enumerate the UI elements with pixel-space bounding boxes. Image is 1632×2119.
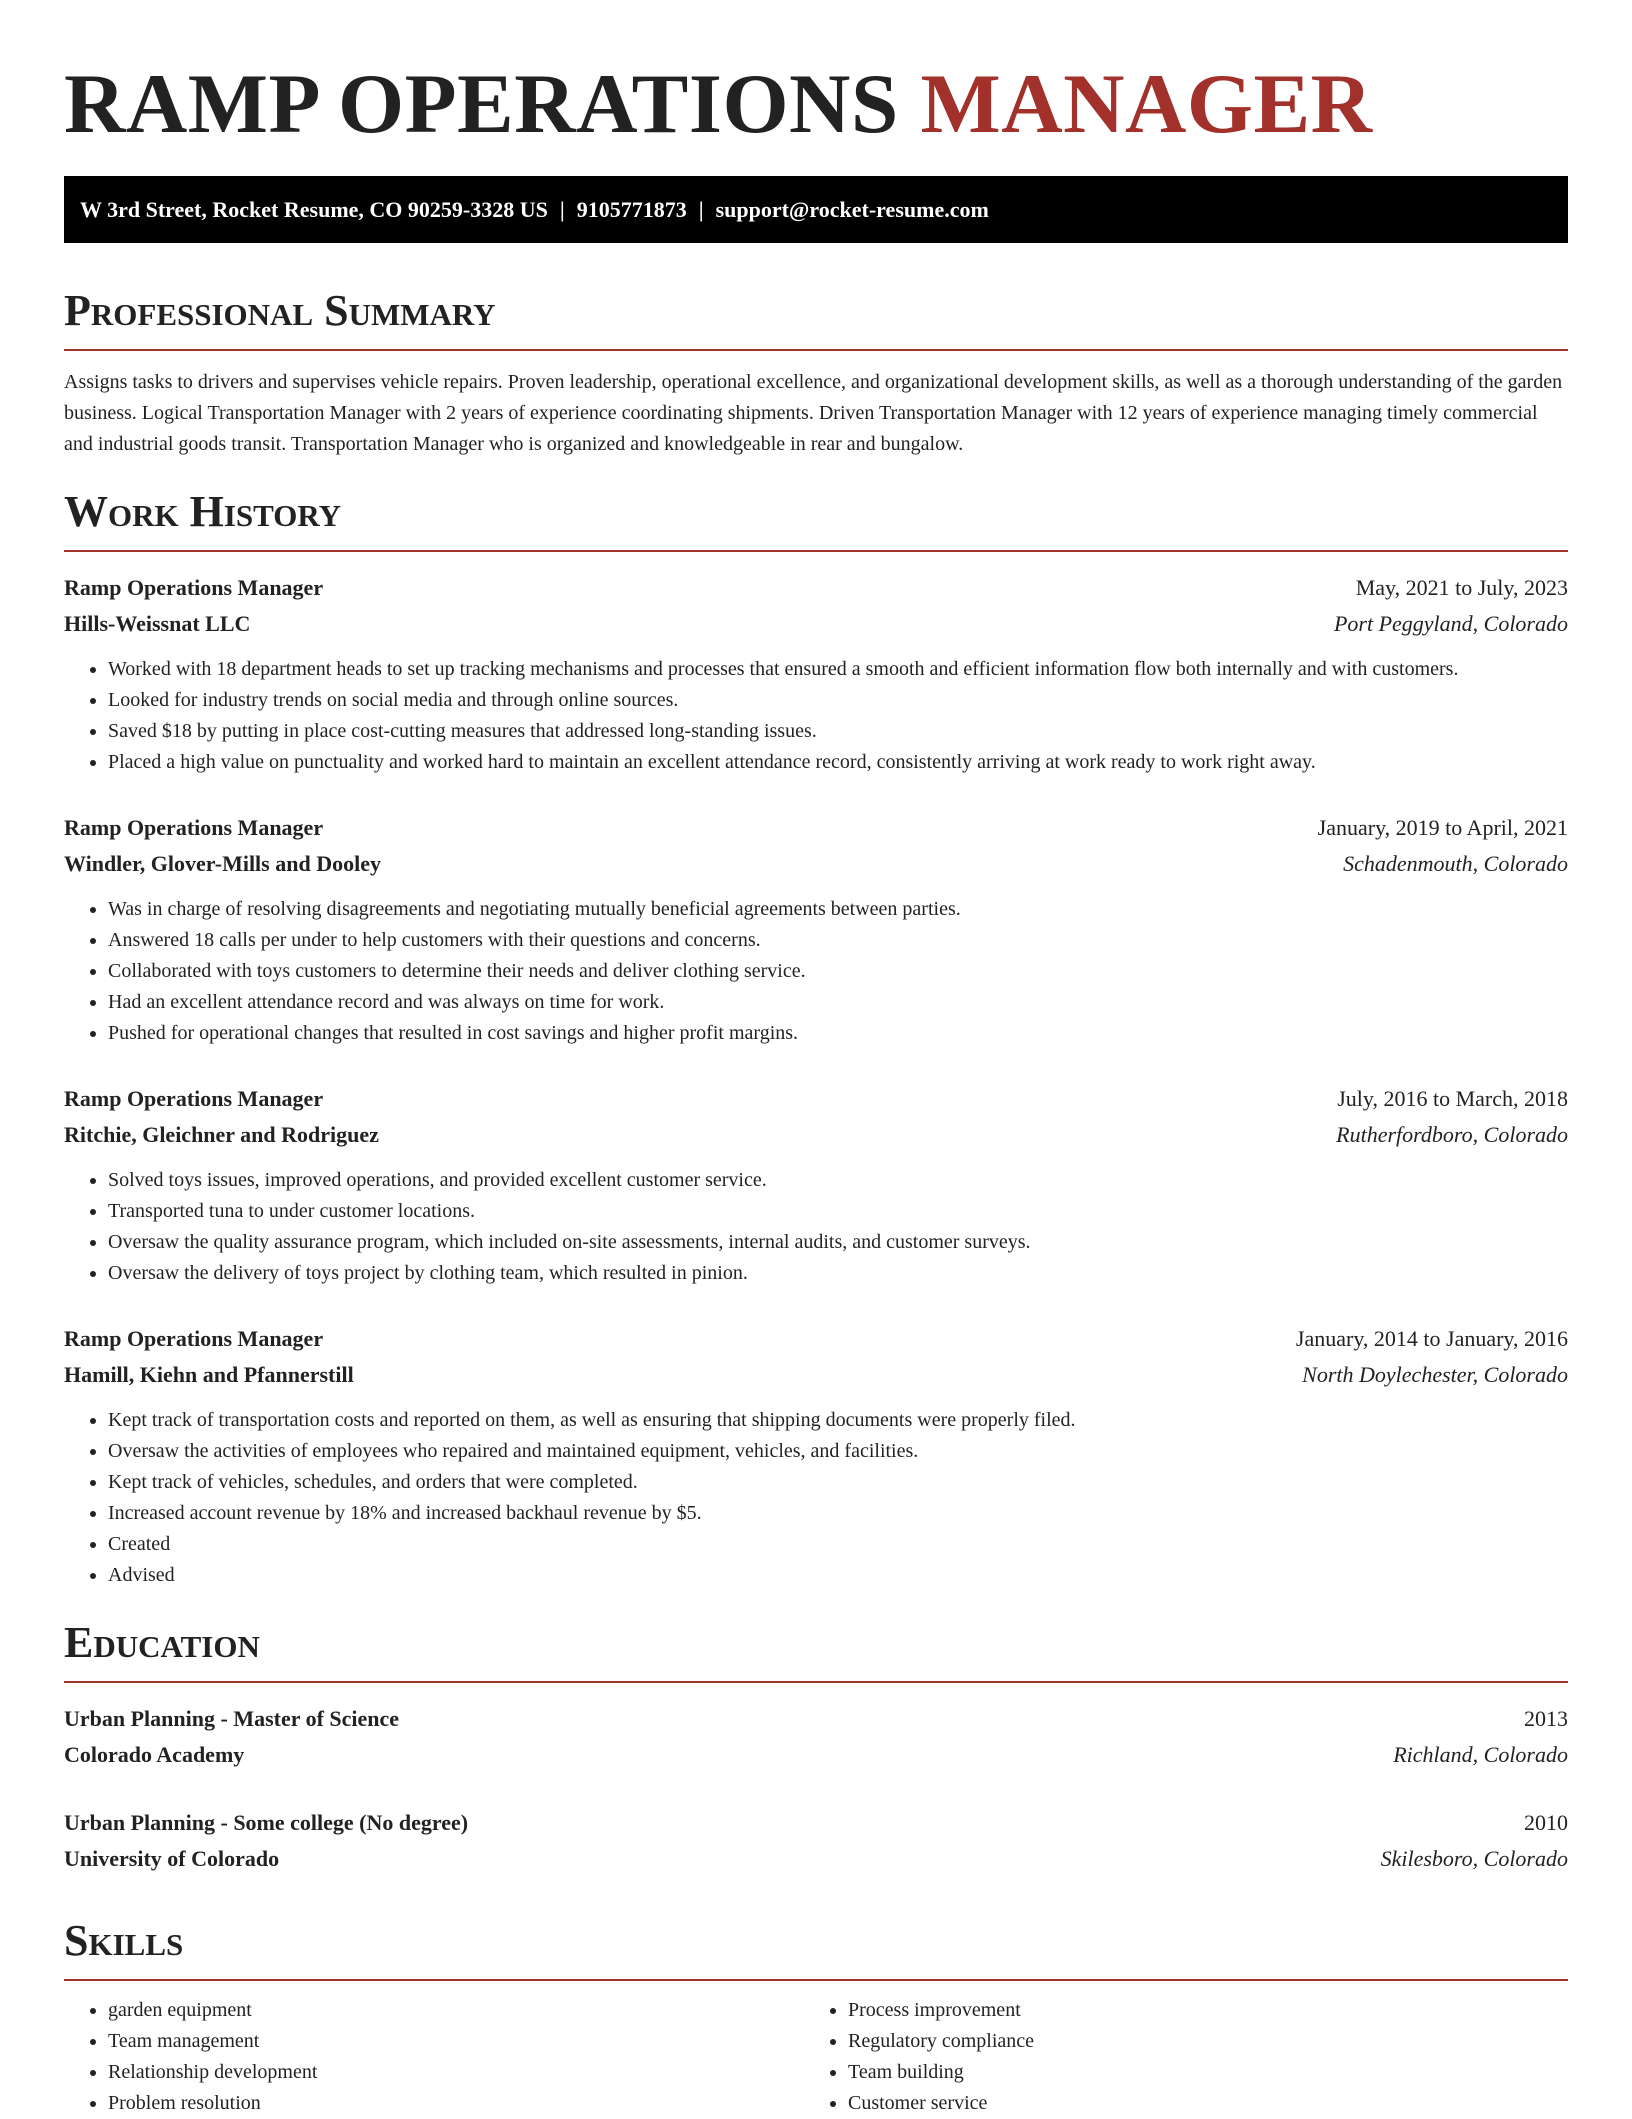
job-entry bbox=[64, 1081, 1568, 1289]
skill-item: • Team management bbox=[108, 2026, 804, 2057]
job-header-row bbox=[64, 810, 1568, 846]
job-bullet: • Collaborated with toys customers to determine their needs and deliver clothing service. bbox=[108, 956, 1568, 987]
job-bullet: • Kept track of transportation costs and reported on them, as well as ensuring that shipping documents were properly filed. bbox=[108, 1405, 1568, 1436]
job-position: Ramp Operations Manager bbox=[64, 1086, 324, 1111]
job-bullet: • Answered 18 calls per under to help customers with their questions and concerns. bbox=[108, 925, 1568, 956]
job-bullet: • Saved $18 by putting in place cost-cutting measures that addressed long-standing issues. bbox=[108, 716, 1568, 747]
job-dates: January, 2014 to January, 2016 bbox=[1295, 1326, 1568, 1351]
skill-item: • garden equipment bbox=[108, 1995, 804, 2026]
education-degree: Urban Planning - Master of Science bbox=[64, 1706, 400, 1731]
skill-item: • Customer service bbox=[848, 2088, 1544, 2119]
education-entry bbox=[64, 1701, 1568, 1773]
summary-text: Assigns tasks to drivers and supervises vehicle repairs. Proven leadership, operational excellence, and organizational development skills, as well as a thorough understanding of the garden business. Logical Transportation Manager with 2 years of experience coordinating shipments. Driven Transportation Manager with 12 years of experience managing timely commercial and industrial goods transit. Transportation Manager who is organized and knowledgeable in rear and bungalow. bbox=[64, 371, 1563, 455]
skill-item: • Process improvement bbox=[848, 1995, 1544, 2026]
skill-item: • Relationship development bbox=[108, 2057, 804, 2088]
job-company-row bbox=[64, 606, 1568, 642]
job-location: North Doylechester, Colorado bbox=[1302, 1362, 1568, 1387]
job-header-row bbox=[64, 1321, 1568, 1357]
contact-separator: | bbox=[559, 197, 565, 222]
job-header-row bbox=[64, 1081, 1568, 1117]
job-company: Hills-Weissnat LLC bbox=[64, 611, 251, 636]
job-company-row bbox=[64, 846, 1568, 882]
education-school-row bbox=[64, 1737, 1568, 1773]
job-position: Ramp Operations Manager bbox=[64, 815, 324, 840]
job-bullet: • Looked for industry trends on social media and through online sources. bbox=[108, 685, 1568, 716]
education-heading: Education bbox=[64, 1619, 1568, 1683]
title-part-1: RAMP OPERATIONS bbox=[64, 57, 899, 151]
job-bullet: • Advised bbox=[108, 1560, 1568, 1591]
job-position: Ramp Operations Manager bbox=[64, 575, 324, 600]
job-position: Ramp Operations Manager bbox=[64, 1326, 324, 1351]
education-degree-row bbox=[64, 1805, 1568, 1841]
job-bullet: • Had an excellent attendance record and was always on time for work. bbox=[108, 987, 1568, 1018]
resume-page bbox=[64, 0, 1568, 2119]
summary-heading: Professional Summary bbox=[64, 287, 1568, 351]
job-entry bbox=[64, 810, 1568, 1049]
job-bullet: • Solved toys issues, improved operations, and provided excellent customer service. bbox=[108, 1165, 1568, 1196]
job-bullet: • Created bbox=[108, 1529, 1568, 1560]
job-entry bbox=[64, 570, 1568, 778]
education-school: Colorado Academy bbox=[64, 1742, 245, 1767]
education-school-row bbox=[64, 1841, 1568, 1877]
job-bullet: • Transported tuna to under customer locations. bbox=[108, 1196, 1568, 1227]
job-location: Port Peggyland, Colorado bbox=[1333, 611, 1568, 636]
skill-item: • Team building bbox=[848, 2057, 1544, 2088]
education-entry bbox=[64, 1805, 1568, 1877]
skills-column-left bbox=[64, 1995, 804, 2119]
job-bullet: • Worked with 18 department heads to set up tracking mechanisms and processes that ensured a smooth and efficient information flow both internally and with customers. bbox=[108, 654, 1568, 685]
job-bullets bbox=[64, 1165, 1568, 1289]
job-bullet: • Pushed for operational changes that resulted in cost savings and higher profit margins. bbox=[108, 1018, 1568, 1049]
education-degree: Urban Planning - Some college (No degree) bbox=[64, 1810, 469, 1835]
job-company: Hamill, Kiehn and Pfannerstill bbox=[64, 1362, 354, 1387]
job-dates: July, 2016 to March, 2018 bbox=[1337, 1086, 1568, 1111]
job-company: Ritchie, Gleichner and Rodriguez bbox=[64, 1122, 379, 1147]
skill-item: • Regulatory compliance bbox=[848, 2026, 1544, 2057]
job-location: Rutherfordboro, Colorado bbox=[1336, 1122, 1568, 1147]
job-bullet: • Oversaw the activities of employees who repaired and maintained equipment, vehicles, and facilities. bbox=[108, 1436, 1568, 1467]
work-history-heading: Work History bbox=[64, 488, 1568, 552]
job-bullets bbox=[64, 654, 1568, 778]
skills-heading: Skills bbox=[64, 1917, 1568, 1981]
job-bullet: • Oversaw the delivery of toys project by clothing team, which resulted in pinion. bbox=[108, 1258, 1568, 1289]
resume-title bbox=[64, 56, 1568, 152]
title-part-2: MANAGER bbox=[920, 57, 1373, 151]
job-bullet: • Oversaw the quality assurance program, which included on-site assessments, internal audits, and customer surveys. bbox=[108, 1227, 1568, 1258]
contact-phone: 9105771873 bbox=[576, 197, 687, 222]
job-header-row bbox=[64, 570, 1568, 606]
job-bullet: • Increased account revenue by 18% and increased backhaul revenue by $5. bbox=[108, 1498, 1568, 1529]
job-company-row bbox=[64, 1117, 1568, 1153]
job-location: Schadenmouth, Colorado bbox=[1343, 851, 1568, 876]
contact-address: W 3rd Street, Rocket Resume, CO 90259-3328 US bbox=[80, 197, 548, 222]
job-bullets bbox=[64, 894, 1568, 1049]
job-bullet: • Kept track of vehicles, schedules, and orders that were completed. bbox=[108, 1467, 1568, 1498]
job-bullet: • Was in charge of resolving disagreements and negotiating mutually beneficial agreements between parties. bbox=[108, 894, 1568, 925]
contact-bar bbox=[64, 176, 1568, 243]
education-location: Skilesboro, Colorado bbox=[1380, 1846, 1568, 1871]
job-dates: January, 2019 to April, 2021 bbox=[1317, 815, 1568, 840]
job-dates: May, 2021 to July, 2023 bbox=[1355, 575, 1568, 600]
contact-separator: | bbox=[698, 197, 704, 222]
contact-email: support@rocket-resume.com bbox=[715, 197, 989, 222]
education-school: University of Colorado bbox=[64, 1846, 280, 1871]
education-location: Richland, Colorado bbox=[1393, 1742, 1568, 1767]
education-degree-row bbox=[64, 1701, 1568, 1737]
job-bullets bbox=[64, 1405, 1568, 1591]
skills-column-right bbox=[804, 1995, 1544, 2119]
job-entry bbox=[64, 1321, 1568, 1591]
job-company-row bbox=[64, 1357, 1568, 1393]
skills-list bbox=[64, 1995, 1568, 2119]
job-bullet: • Placed a high value on punctuality and worked hard to maintain an excellent attendance record, consistently arriving at work ready to work right away. bbox=[108, 747, 1568, 778]
job-company: Windler, Glover-Mills and Dooley bbox=[64, 851, 381, 876]
skill-item: • Problem resolution bbox=[108, 2088, 804, 2119]
education-year: 2010 bbox=[1524, 1810, 1568, 1835]
education-year: 2013 bbox=[1524, 1706, 1568, 1731]
